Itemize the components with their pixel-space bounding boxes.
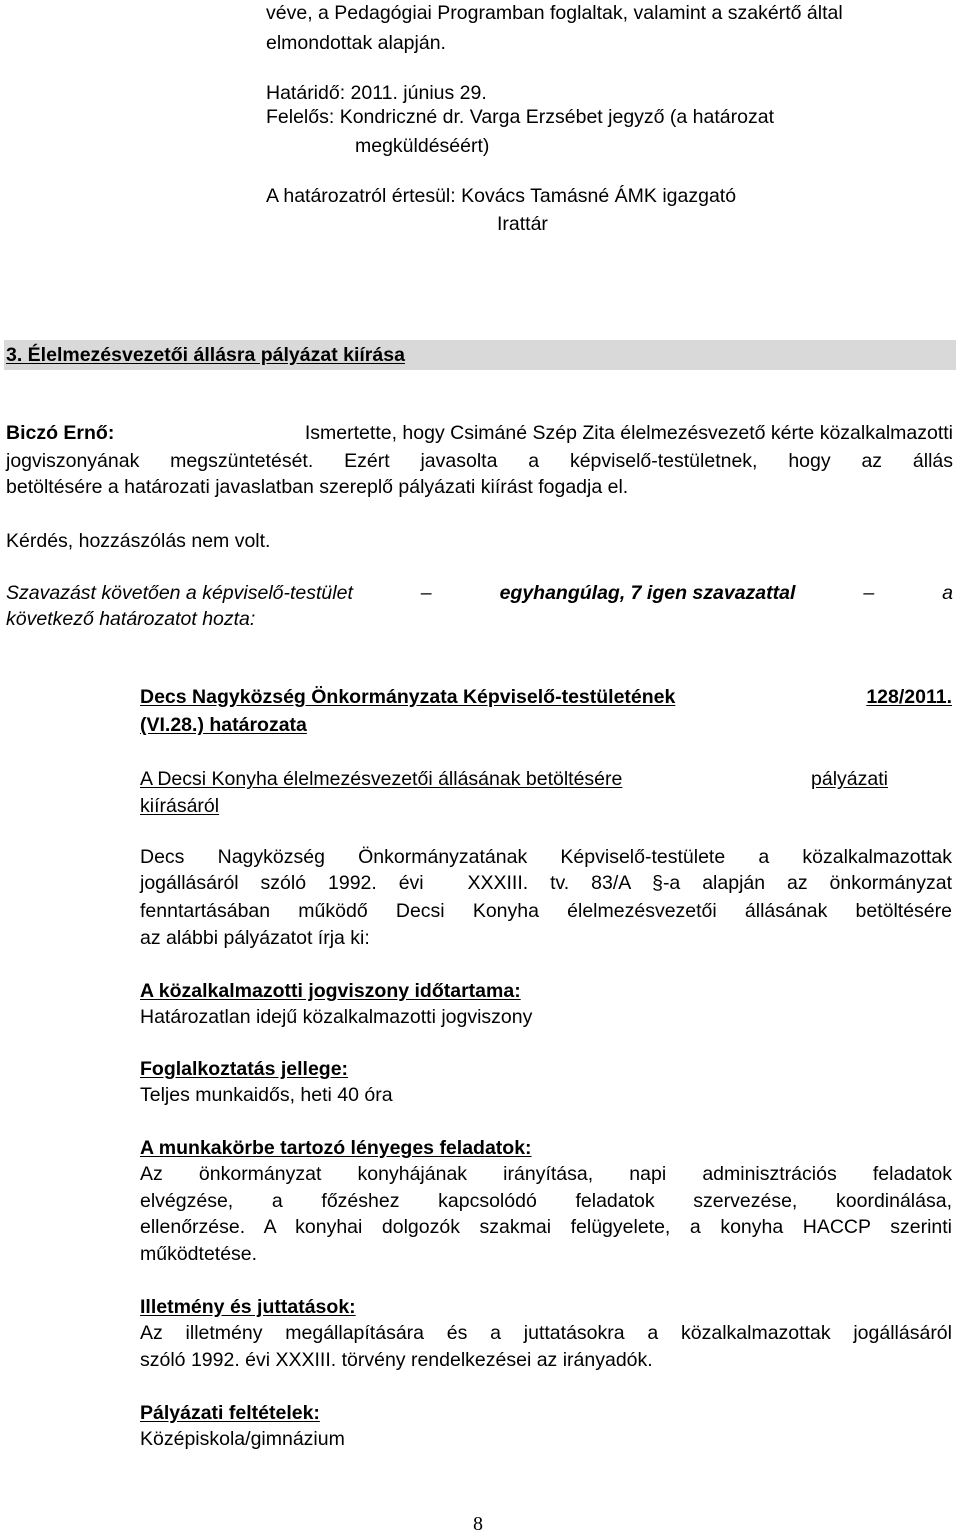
tasks-line: Az önkormányzat konyhájának irányítása, napi adminisztrációs feladatok — [140, 1163, 952, 1185]
duration-value: Határozatlan idejű közalkalmazotti jogviszony — [140, 1006, 533, 1028]
responsible-text: Felelős: Kondriczné dr. Varga Erzsébet jegyző (a határozat — [266, 106, 774, 128]
vote-line — [6, 584, 953, 604]
resolution-title — [140, 688, 952, 708]
salary-heading: Illetmény és juttatások: — [140, 1296, 356, 1318]
paragraph-line — [6, 424, 953, 444]
resolution-title-cont: (VI.28.) határozata — [140, 714, 307, 736]
subject-left: A Decsi Konyha élelmezésvezetői állásának betöltésére — [140, 768, 623, 790]
notified-text: A határozatról értesül: Kovács Tamásné ÁMK igazgató — [266, 185, 737, 207]
vote-text: Szavazást követően a képviselő-testület — [6, 582, 353, 604]
paragraph-line: betöltésére a határozati javaslatban szereplő pályázati kiírást fogadja el. — [6, 476, 629, 498]
employment-type-heading: Foglalkoztatás jellege: — [140, 1058, 349, 1080]
archive-text: Irattár — [497, 213, 548, 235]
section-heading: 3. Élelmezésvezetői állásra pályázat kiírása — [6, 344, 405, 366]
salary-line: Az illetmény megállapítására és a juttatásokra a közalkalmazottak jogállásáról — [140, 1322, 952, 1344]
resolution-subject — [140, 770, 888, 790]
paragraph-line: jogviszonyának megszüntetését. Ezért javasolta a képviselő-testületnek, hogy az állás — [6, 450, 953, 472]
deadline-text: Határidő: 2011. június 29. — [266, 82, 487, 104]
body-line: fenntartásában működő Decsi Konyha élelmezésvezetői állásának betöltésére — [140, 900, 952, 922]
paragraph-text: Ismertette, hogy Csimáné Szép Zita élelmezésvezető kérte közalkalmazotti — [304, 422, 953, 444]
vote-dash: – — [420, 582, 432, 604]
body-line: jogállásáról szóló 1992. évi XXXIII. tv. 83/A §-a alapján az önkormányzat — [140, 872, 952, 894]
body-line: Decs Nagyközség Önkormányzatának Képviselő-testülete a közalkalmazottak — [140, 846, 952, 868]
resolution-subject-cont: kiírásáról — [140, 795, 220, 817]
tasks-line: elvégzése, a főzéshez kapcsolódó feladatok szervezése, koordinálása, — [140, 1190, 952, 1212]
subject-right: pályázati — [811, 768, 888, 790]
duration-heading: A közalkalmazotti jogviszony időtartama: — [140, 980, 521, 1002]
employment-type-value: Teljes munkaidős, heti 40 óra — [140, 1084, 393, 1106]
questions-text: Kérdés, hozzászólás nem volt. — [6, 530, 271, 552]
tasks-line: ellenőrzése. A konyhai dolgozók szakmai felügyelete, a konyha HACCP szerinti — [140, 1216, 952, 1238]
vote-result: egyhangúlag, 7 igen szavazattal — [499, 582, 796, 604]
vote-line-cont: következő határozatot hozta: — [6, 608, 256, 630]
text-line: elmondottak alapján. — [266, 32, 446, 54]
vote-dash: – — [863, 582, 875, 604]
responsible-text-cont: megküldéséért) — [355, 135, 490, 157]
text-line: véve, a Pedagógiai Programban foglaltak, valamint a szakértő által — [266, 2, 843, 24]
resolution-title-left: Decs Nagyközség Önkormányzata Képviselő-testületének — [140, 686, 676, 708]
salary-line: szóló 1992. évi XXXIII. törvény rendelkezései az irányadók. — [140, 1349, 653, 1371]
conditions-heading: Pályázati feltételek: — [140, 1402, 320, 1424]
tasks-line: működtetése. — [140, 1243, 258, 1265]
speaker-name: Biczó Ernő: — [6, 422, 115, 444]
tasks-heading: A munkakörbe tartozó lényeges feladatok: — [140, 1137, 532, 1159]
resolution-number: 128/2011. — [866, 686, 952, 708]
page-number: 8 — [473, 1513, 483, 1535]
vote-text: a — [942, 582, 953, 604]
conditions-value: Középiskola/gimnázium — [140, 1428, 345, 1450]
body-line: az alábbi pályázatot írja ki: — [140, 927, 370, 949]
